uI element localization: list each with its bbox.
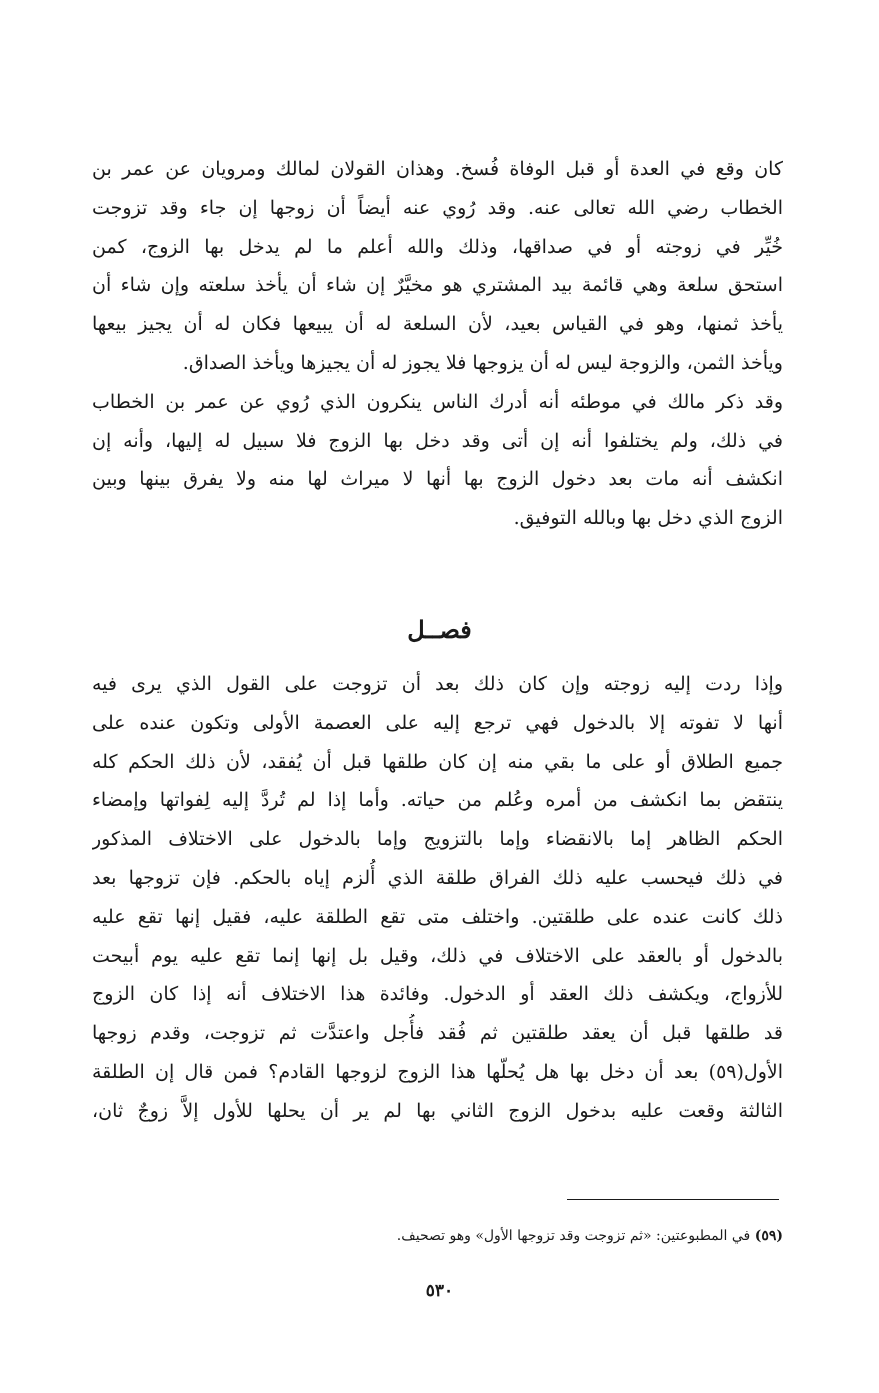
footnote-separator bbox=[567, 1199, 779, 1200]
text-line: وقد ذكر مالك في موطئه أنه أدرك الناس ينكرون الذي رُوي عن عمر بن الخطاب bbox=[92, 390, 783, 413]
text-line: أنها لا تفوته إلا بالدخول فهي ترجع إليه على العصمة الأولى وتكون عنده على bbox=[92, 711, 783, 734]
paragraph-fasl bbox=[92, 665, 783, 1131]
text-line: للأزواج، ويكشف ذلك العقد أو الدخول. وفائدة هذا الاختلاف أنه إذا كان الزوج bbox=[92, 983, 783, 1006]
text-line: ذلك كانت عنده على طلقتين. واختلف متى تقع الطلقة عليه، فقيل إنها تقع عليه bbox=[92, 905, 783, 928]
text-line: انكشف أنه مات بعد دخول الزوج بها أنها لا ميراث لها منه ولا يفرق بينها وبين bbox=[92, 468, 783, 491]
text-line: بالدخول أو بالعقد على الاختلاف في ذلك، وقيل بل إنها إنما تقع عليه يوم أبيحت bbox=[92, 944, 783, 967]
text-line: استحق سلعة وهي قائمة بيد المشتري هو مخيَّرٌ إن شاء أن يأخذ سلعته وإن شاء أن bbox=[92, 274, 783, 297]
text-line: الخطاب رضي الله تعالى عنه. وقد رُوي عنه أيضاً أن زوجها إن جاء وقد تزوجت bbox=[92, 196, 783, 219]
text-line: الزوج الذي دخل بها وبالله التوفيق. bbox=[513, 507, 783, 530]
text-line: في ذلك، ولم يختلفوا أنه إن أتى وقد دخل بها الزوج فلا سبيل له إليها، وأنه إن bbox=[92, 429, 783, 452]
page-number: ٥٣٠ bbox=[425, 1281, 454, 1301]
text-line: الحكم الظاهر إما بالانقضاء وإما بالتزويج وإما بالدخول على الاختلاف المذكور bbox=[92, 828, 783, 851]
text-line: الأول(٥٩) بعد أن دخل بها هل يُحلّها هذا الزوج لزوجها القادم؟ فمن قال إن الطلقة bbox=[92, 1060, 783, 1083]
paragraph-continued bbox=[92, 150, 783, 538]
text-line: خُيِّر في زوجته أو في صداقها، وذلك والله أعلم ما لم يدخل بها الزوج، كمن bbox=[92, 235, 783, 258]
text-line: جميع الطلاق أو على ما بقي منه إن كان طلقها قبل أن يُفقد، لأن ذلك الحكم كله bbox=[92, 750, 783, 773]
footnote-text: في المطبوعتين: «ثم تزوجت وقد تزوجها الأول» وهو تصحيف. bbox=[396, 1228, 751, 1244]
section-heading bbox=[0, 610, 879, 650]
footnote-number: (٥٩) bbox=[754, 1228, 783, 1244]
text-line: كان وقع في العدة أو قبل الوفاة فُسخ. وهذان القولان لمالك ومرويان عن عمر بن bbox=[92, 158, 783, 180]
text-line: وإذا ردت إليه زوجته وإن كان ذلك بعد أن تزوجت على القول الذي يرى فيه bbox=[92, 673, 783, 695]
text-line: ينتقض بما انكشف من أمره وعُلم من حياته. وأما إذا لم تُردَّ إليه لِفواتها وإمضاء bbox=[92, 789, 783, 812]
text-line: ويأخذ الثمن، والزوجة ليس له أن يزوجها فلا يجوز له أن يجيزها ويأخذ الصداق. bbox=[182, 351, 783, 374]
section-heading-text: فصــل bbox=[407, 615, 472, 644]
text-line: في ذلك فيحسب عليه ذلك الفراق طلقة الذي أُلزم إياه بالحكم. فإن تزوجها بعد bbox=[92, 866, 783, 889]
footnote bbox=[92, 1223, 783, 1249]
text-line: يأخذ ثمنها، وهو في القياس بعيد، لأن السلعة له أن يبيعها فكان له أن يجيز بيعها bbox=[92, 313, 783, 336]
text-line: قد طلقها قبل أن يعقد طلقتين ثم فُقد فأُجل واعتدَّت ثم تزوجت، وقدم زوجها bbox=[92, 1022, 783, 1045]
text-line: الثالثة وقعت عليه بدخول الزوج الثاني بها لم ير أن يحلها للأول إلاَّ زوجٌ ثان، bbox=[92, 1099, 783, 1122]
